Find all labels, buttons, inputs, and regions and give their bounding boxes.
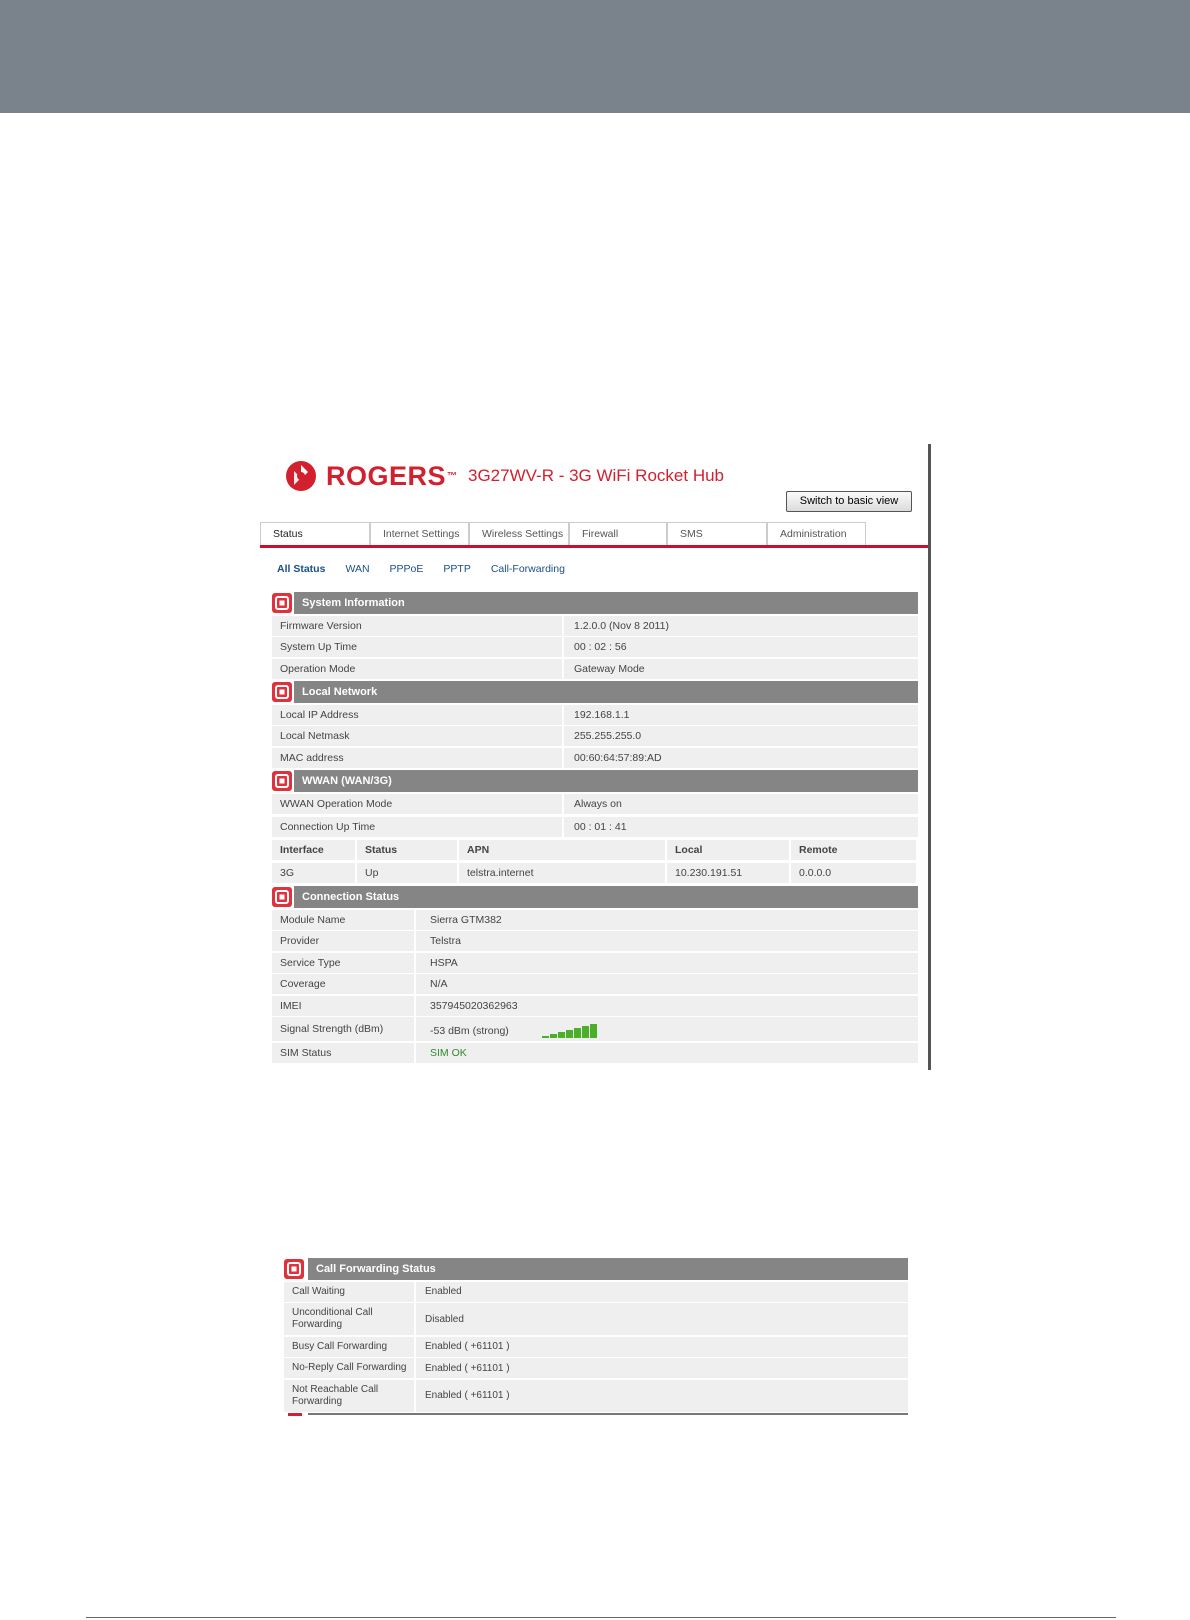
signal-bar <box>550 1034 557 1038</box>
info-row <box>284 1337 908 1357</box>
footer-rule <box>86 1617 1116 1618</box>
rogers-logo <box>284 456 457 496</box>
collapse-icon[interactable] <box>272 682 292 702</box>
subnav-call-forwarding[interactable]: Call-Forwarding <box>490 563 565 575</box>
info-row <box>272 817 918 837</box>
signal-value-cell <box>416 1017 918 1041</box>
tab-status[interactable]: Status <box>260 522 370 545</box>
row-key: Firmware Version <box>272 616 562 636</box>
info-row <box>272 974 918 994</box>
row-key: Provider <box>272 931 414 951</box>
row-value: 192.168.1.1 <box>564 705 918 725</box>
row-value: Always on <box>564 794 918 814</box>
info-row <box>272 637 918 657</box>
row-key: Call Waiting <box>284 1282 414 1302</box>
row-key: SIM Status <box>272 1043 414 1063</box>
cell-apn: telstra.internet <box>459 863 665 883</box>
info-row <box>272 794 918 814</box>
row-value: N/A <box>416 974 918 994</box>
collapse-icon[interactable] <box>272 593 292 613</box>
row-value: 00:60:64:57:89:AD <box>564 748 918 768</box>
row-value: Enabled ( +61101 ) <box>416 1337 908 1357</box>
section-title: Connection Status <box>302 891 400 903</box>
signal-bar <box>582 1026 589 1038</box>
tab-internet-settings[interactable]: Internet Settings <box>370 522 469 545</box>
col-header-local: Local <box>667 840 789 860</box>
section-title: WWAN (WAN/3G) <box>302 775 392 787</box>
local-network-section <box>272 681 918 768</box>
row-key: Local Netmask <box>272 726 562 746</box>
row-value: Enabled <box>416 1282 908 1302</box>
collapse-icon[interactable] <box>272 771 292 791</box>
main-tabs <box>260 522 930 548</box>
row-key: System Up Time <box>272 637 562 657</box>
collapse-icon[interactable] <box>284 1259 304 1279</box>
row-key: Coverage <box>272 974 414 994</box>
row-key: Not Reachable Call Forwarding <box>284 1380 414 1412</box>
cell-interface: 3G <box>272 863 355 883</box>
info-row <box>272 705 918 725</box>
router-status-screenshot <box>260 444 932 1072</box>
row-key: Unconditional Call Forwarding <box>284 1303 414 1335</box>
info-row <box>272 748 918 768</box>
info-row <box>284 1380 908 1412</box>
rogers-logo-icon <box>284 459 318 493</box>
subnav-pptp[interactable]: PPTP <box>443 563 471 575</box>
section-header <box>294 770 918 792</box>
product-title: 3G27WV-R - 3G WiFi Rocket Hub <box>468 466 725 485</box>
row-value: 255.255.255.0 <box>564 726 918 746</box>
info-row <box>284 1358 908 1378</box>
row-value: Enabled ( +61101 ) <box>416 1380 908 1412</box>
tab-firewall[interactable]: Firewall <box>569 522 667 545</box>
logo-trademark: ™ <box>447 470 458 482</box>
signal-bar <box>590 1024 597 1038</box>
row-value: HSPA <box>416 953 918 973</box>
row-value: Enabled ( +61101 ) <box>416 1358 908 1378</box>
row-key: Signal Strength (dBm) <box>272 1017 414 1041</box>
section-title: Call Forwarding Status <box>316 1263 436 1275</box>
section-title: System Information <box>302 597 405 609</box>
section-header <box>294 886 918 908</box>
signal-strength-row <box>272 1017 918 1041</box>
section-bottom-rule <box>308 1413 908 1415</box>
info-row <box>284 1303 908 1335</box>
logo-text: ROGERS <box>326 460 447 491</box>
row-value: 357945020362963 <box>416 996 918 1016</box>
signal-bar <box>566 1030 573 1038</box>
table-row <box>272 863 918 883</box>
row-value: Sierra GTM382 <box>416 910 918 930</box>
screenshot-border <box>928 444 931 1070</box>
row-key: Operation Mode <box>272 659 562 679</box>
section-header <box>294 592 918 614</box>
cell-local: 10.230.191.51 <box>667 863 789 883</box>
row-key: Service Type <box>272 953 414 973</box>
connection-status-section <box>272 886 918 1063</box>
row-key: No-Reply Call Forwarding <box>284 1358 414 1378</box>
tab-sms[interactable]: SMS <box>667 522 767 545</box>
cell-remote: 0.0.0.0 <box>791 863 916 883</box>
signal-bar <box>574 1028 581 1038</box>
page-header-band <box>0 0 1190 113</box>
row-value: Gateway Mode <box>564 659 918 679</box>
call-forwarding-screenshot <box>284 1258 908 1416</box>
row-value: 1.2.0.0 (Nov 8 2011) <box>564 616 918 636</box>
info-row <box>272 996 918 1016</box>
info-row <box>272 659 918 679</box>
signal-bar <box>558 1032 565 1038</box>
col-header-status: Status <box>357 840 457 860</box>
row-key: Local IP Address <box>272 705 562 725</box>
switch-to-basic-view-button[interactable]: Switch to basic view <box>786 491 912 512</box>
subnav-wan[interactable]: WAN <box>345 563 370 575</box>
subnav-pppoe[interactable]: PPPoE <box>389 563 424 575</box>
info-row <box>284 1282 908 1302</box>
signal-bar <box>542 1036 549 1038</box>
sim-status-value: SIM OK <box>416 1043 918 1063</box>
section-header <box>308 1258 908 1280</box>
subnav-all-status[interactable]: All Status <box>277 563 326 575</box>
signal-bars-icon <box>542 1024 597 1038</box>
info-row <box>272 616 918 636</box>
system-information-section <box>272 592 918 679</box>
interface-table-header <box>272 840 918 860</box>
row-key: Busy Call Forwarding <box>284 1337 414 1357</box>
section-header <box>294 681 918 703</box>
cell-status: Up <box>357 863 457 883</box>
row-value: 00 : 02 : 56 <box>564 637 918 657</box>
row-key: MAC address <box>272 748 562 768</box>
row-value: Disabled <box>416 1303 908 1335</box>
info-row <box>272 726 918 746</box>
tab-administration[interactable]: Administration <box>767 522 866 545</box>
col-header-apn: APN <box>459 840 665 860</box>
info-row <box>272 1043 918 1063</box>
col-header-interface: Interface <box>272 840 355 860</box>
col-header-remote: Remote <box>791 840 916 860</box>
info-row <box>272 931 918 951</box>
collapse-icon[interactable] <box>272 887 292 907</box>
row-key: Connection Up Time <box>272 817 562 837</box>
row-key: WWAN Operation Mode <box>272 794 562 814</box>
row-key: Module Name <box>272 910 414 930</box>
info-row <box>272 910 918 930</box>
row-key: IMEI <box>272 996 414 1016</box>
signal-value: -53 dBm (strong) <box>430 1025 509 1037</box>
info-row <box>272 953 918 973</box>
next-section-icon-edge <box>288 1413 302 1416</box>
tab-wireless-settings[interactable]: Wireless Settings <box>469 522 569 545</box>
row-value: Telstra <box>416 931 918 951</box>
row-value: 00 : 01 : 41 <box>564 817 918 837</box>
status-subnav <box>277 563 585 575</box>
wwan-section <box>272 770 918 883</box>
section-title: Local Network <box>302 686 378 698</box>
